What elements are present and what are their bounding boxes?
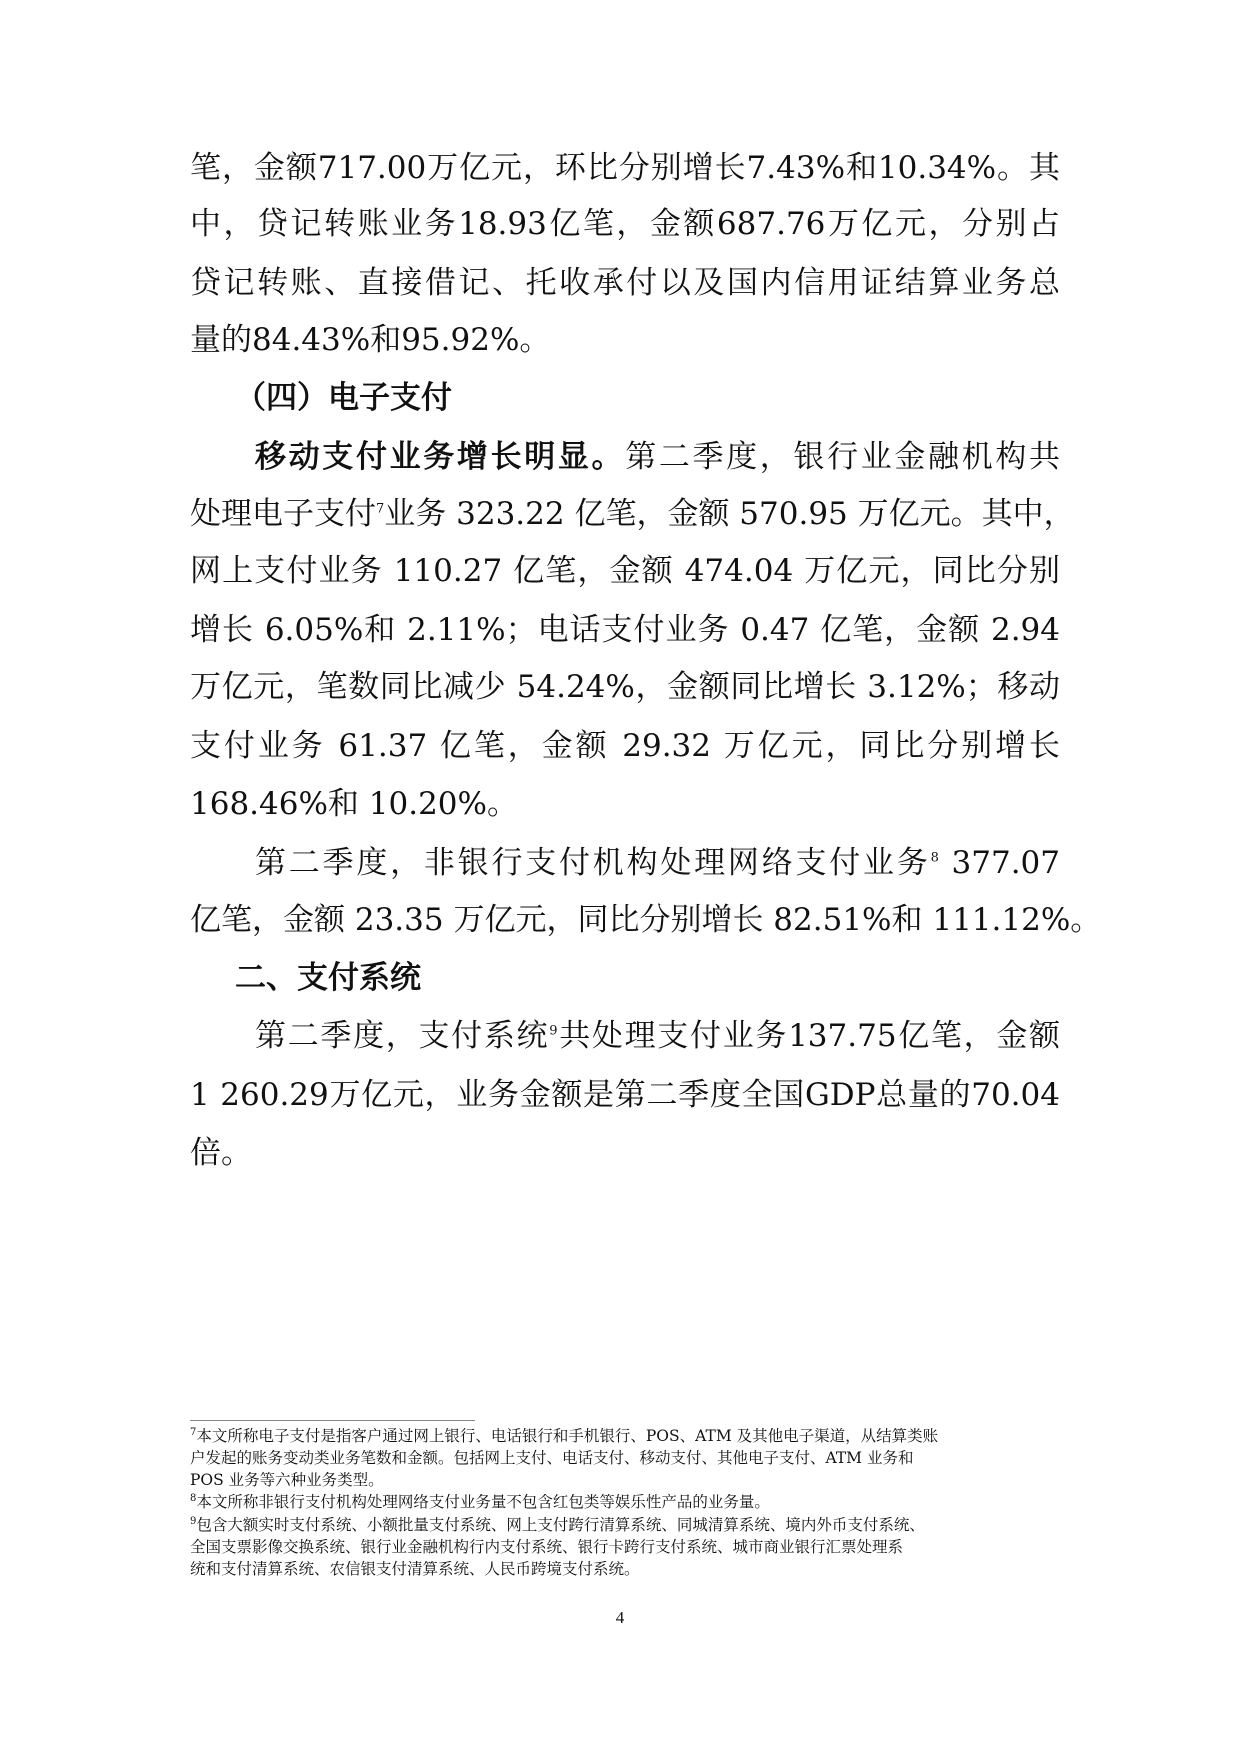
text-run: 第二季度，银行业金融机构共	[625, 439, 1061, 475]
paragraph-line	[255, 843, 1060, 883]
footnote-divider	[190, 1420, 475, 1421]
footnote-mark-9: 9	[190, 1515, 197, 1527]
text-run: 处理电子支付	[190, 496, 376, 532]
paragraph-line: 网上支付业务 110.27 亿笔，金额 474.04 万亿元，同比分别	[190, 553, 1060, 589]
paragraph-line	[255, 437, 1060, 477]
paragraph-line: 万亿元，笔数同比减少 54.24%，金额同比增长 3.12%；移动	[190, 669, 1060, 705]
paragraph-line: 增长 6.05%和 2.11%；电话支付业务 0.47 亿笔，金额 2.94	[190, 612, 1060, 648]
footnote-ref-7[interactable]: 7	[376, 501, 385, 517]
footnote-7-line: 户发起的账务变动类业务笔数和金额。包括网上支付、电话支付、移动支付、其他电子支付、ATM 业务和	[190, 1449, 914, 1467]
paragraph-line: 168.46%和 10.20%。	[190, 786, 518, 822]
footnote-ref-8[interactable]: 8	[930, 850, 939, 866]
footnote-8-line	[190, 1492, 1060, 1513]
paragraph-line: 中，贷记转账业务18.93亿笔，金额687.76万亿元，分别占	[190, 206, 1060, 242]
footnote-7-line	[190, 1426, 1060, 1447]
section-heading-e-payment: （四）电子支付	[235, 380, 452, 416]
text-run: 第二季度，支付系统	[255, 1018, 550, 1054]
text-run: 第二季度，非银行支付机构处理网络支付业务	[255, 845, 931, 881]
footnote-text: 包含大额实时支付系统、小额批量支付系统、网上支付跨行清算系统、同城清算系统、境内外币支付系统、	[196, 1516, 925, 1534]
footnote-9-line: 全国支票影像交换系统、银行业金融机构行内支付系统、银行卡跨行支付系统、城市商业银行汇票处理系	[190, 1538, 904, 1556]
footnote-text: 本文所称电子支付是指客户通过网上银行、电话银行和手机银行、POS、ATM 及其他电子渠道，从结算类账	[196, 1427, 939, 1445]
text-run: 业务 323.22 亿笔，金额 570.95 万亿元。其中，	[384, 496, 1075, 532]
paragraph-line: 笔，金额717.00万亿元，环比分别增长7.43%和10.34%。其	[190, 150, 1060, 186]
paragraph-line: 亿笔，金额 23.35 万亿元，同比分别增长 82.51%和 111.12%。	[190, 902, 1102, 938]
text-run: 共处理支付业务137.75亿笔，金额	[557, 1018, 1061, 1054]
paragraph-line	[190, 494, 1075, 534]
paragraph-line	[255, 1016, 1060, 1056]
footnote-9-line: 统和支付清算系统、农信银支付清算系统、人民币跨境支付系统。	[190, 1560, 640, 1578]
footnote-ref-9[interactable]: 9	[549, 1023, 558, 1039]
paragraph-line: 量的84.43%和95.92%。	[190, 322, 551, 358]
section-heading-payment-system: 二、支付系统	[235, 960, 421, 996]
paragraph-line: 1 260.29万亿元，业务金额是第二季度全国GDP总量的70.04	[190, 1077, 1060, 1113]
paragraph-line: 贷记转账、直接借记、托收承付以及国内信用证结算业务总	[190, 265, 1060, 301]
lead-sentence: 移动支付业务增长明显。	[255, 439, 626, 475]
footnote-mark-7: 7	[190, 1426, 197, 1438]
page-number: 4	[615, 1608, 625, 1627]
footnote-text: 本文所称非银行支付机构处理网络支付业务量不包含红包类等娱乐性产品的业务量。	[196, 1493, 770, 1511]
footnote-9-line	[190, 1515, 1060, 1536]
paragraph-line: 倍。	[190, 1135, 252, 1171]
footnote-7-line: POS 业务等六种业务类型。	[190, 1471, 384, 1489]
footnote-mark-8: 8	[190, 1492, 197, 1504]
text-run: 377.07	[938, 845, 1060, 881]
paragraph-line: 支付业务 61.37 亿笔，金额 29.32 万亿元，同比分别增长	[190, 728, 1060, 764]
